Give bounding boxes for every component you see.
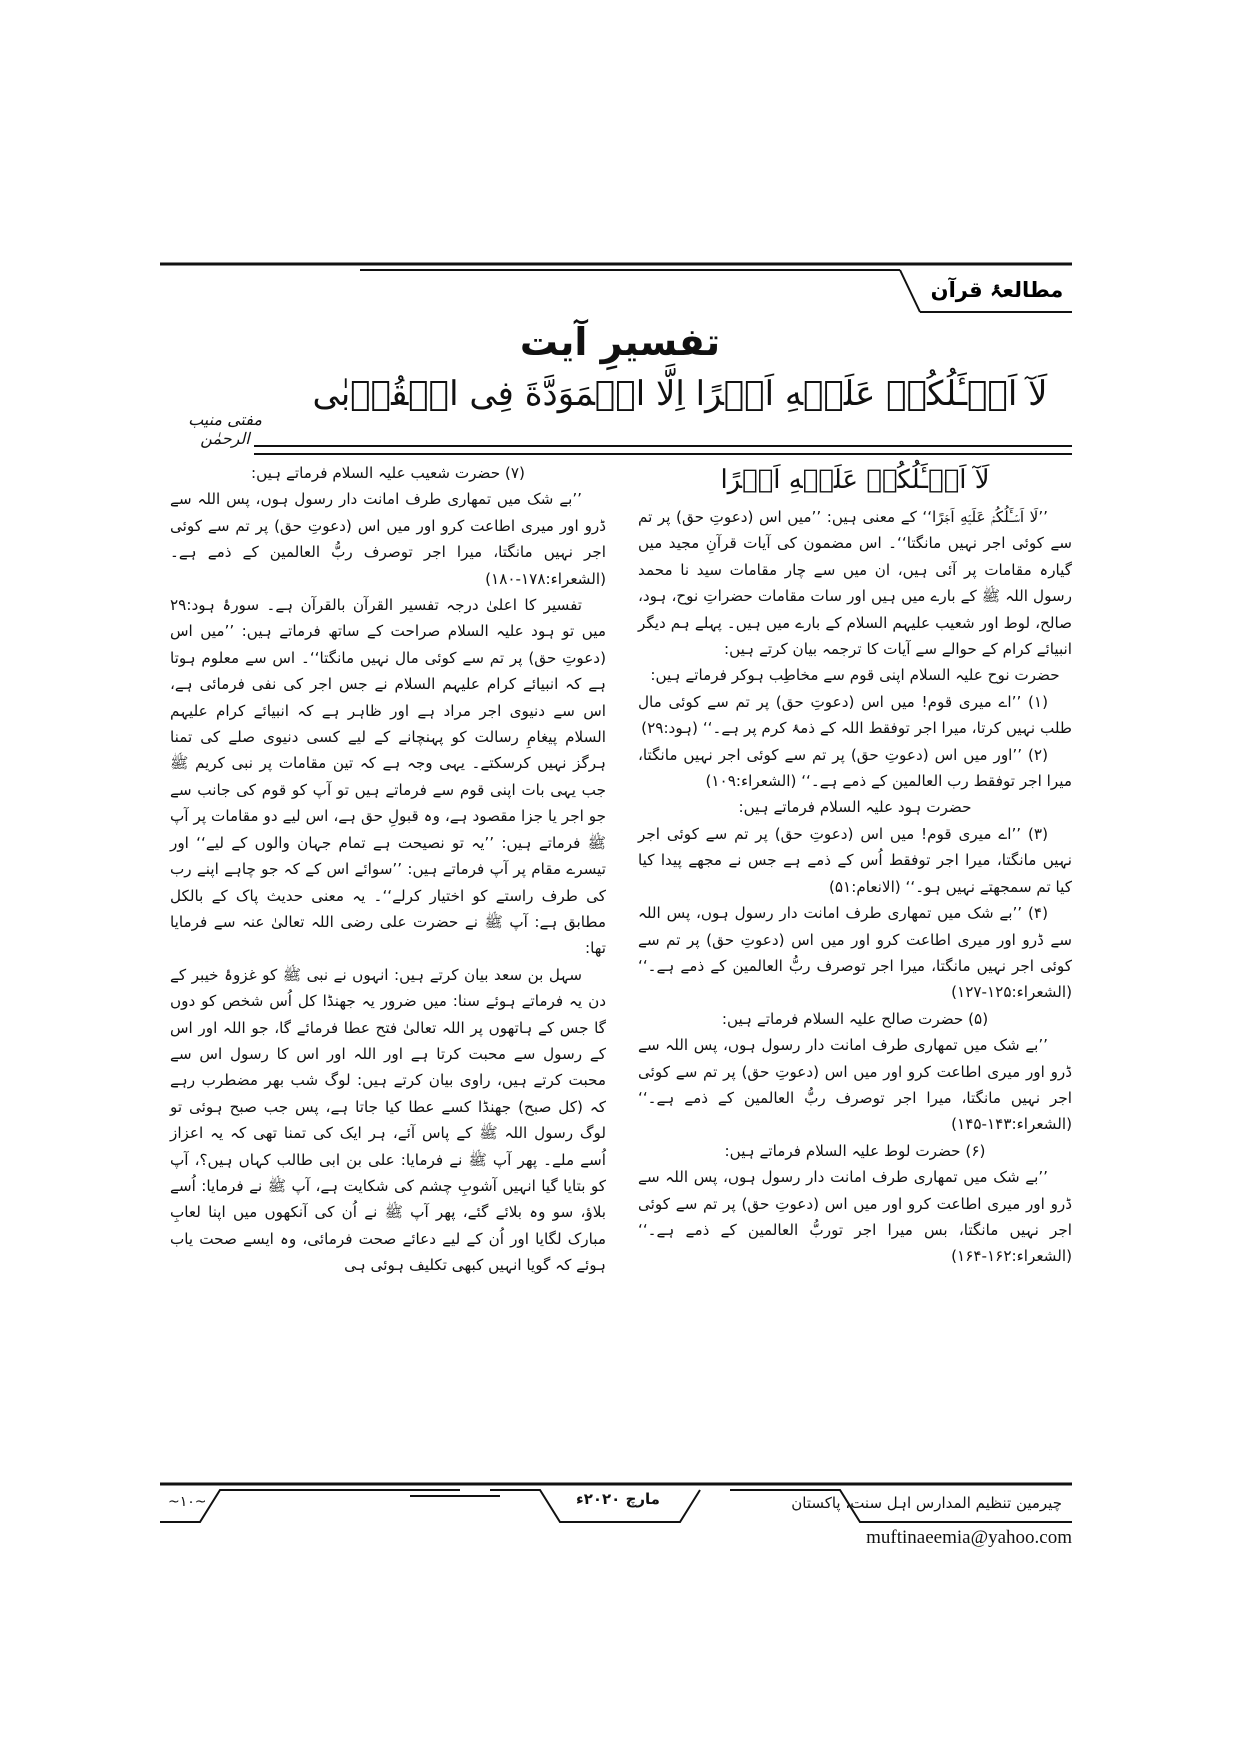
author-affiliation: چیرمین تنظیم المدارس اہل سنت، پاکستان: [791, 1494, 1062, 1512]
paragraph: ’’بے شک میں تمھاری طرف امانت دار رسول ہوں، پس اللہ سے ڈرو اور میری اطاعت کرو اور میں اس (دعوتِ حق) پر تم سے کوئی اجر نہیں مانگتا، میرا اجر توصرف ربُّ العالمین کے ذمے ہے۔ (الشعراء:۱۷۸-۱۸۰): [170, 490, 606, 588]
paragraph-heading: حضرت ہود علیہ السلام فرماتے ہیں:: [738, 798, 972, 817]
column-subheading: لَآ اَسۡـَٔلُكُمۡ عَلَيۡهِ اَجۡرًا: [720, 465, 990, 495]
author-email: muftinaeemia@yahoo.com: [866, 1527, 1072, 1548]
section-label: مطالعۂ قرآن: [930, 278, 1064, 302]
author-name: مفتی منیب الرحمٰن: [188, 410, 262, 448]
page-footer: [160, 1482, 1072, 1526]
paragraph: ’’بے شک میں تمھاری طرف امانت دار رسول ہوں، پس اللہ سے ڈرو اور میری اطاعت کرو اور میں اس (دعوتِ حق) پر تم سے کوئی اجر نہیں مانگتا، میرا اجر توصرف ربُّ العالمین کے ذمے ہے۔‘‘ (الشعراء:۱۴۳-۱۴۵): [638, 1036, 1072, 1134]
paragraph: (۱) ’’اے میری قوم! میں اس (دعوتِ حق) پر تم سے کوئی مال طلب نہیں کرتا، میرا اجر توفقط اللہ کے ذمۂ کرم پر ہے۔‘‘ (ہود:۲۹): [638, 692, 1072, 738]
article-column-right: [638, 460, 1072, 1270]
paragraph: ’’بے شک میں تمھاری طرف امانت دار رسول ہوں، پس اللہ سے ڈرو اور میری اطاعت کرو اور میں اس (دعوتِ حق) پر تم سے کوئی اجر نہیں مانگتا، بس میرا اجر توربُّ العالمین کے ذمے ہے۔‘‘ (الشعراء:۱۶۲-۱۶۴): [638, 1168, 1072, 1266]
paragraph: تفسیر کا اعلیٰ درجہ تفسیر القرآن بالقرآن ہے۔ سورۂ ہود:۲۹ میں تو ہود علیہ السلام صراحت کے ساتھ فرماتے ہیں: ’’میں اس (دعوتِ حق) پر تم سے کوئی مال نہیں مانگتا‘‘۔ اس سے معلوم ہوتا ہے کہ انبیائے کرام علیہم السلام نے جس اجر کی نفی فرمائی ہے، اس سے دنیوی اجر مراد ہے اور ظاہر ہے کہ انبیائے کرام علیہم السلام پیغامِ رسالت کو پہنچانے کے لیے کسی دنیوی صلے کی تمنا ہرگز نہیں کرسکتے۔ یہی وجہ ہے کہ تین مقامات پر نبی کریم ﷺ جب یہی بات اپنی قوم سے فرماتے ہیں تو آپ کو قوم کی جانب سے جو اجر یا جزا مقصود ہے، وہ قبولِ حق ہے، اس لیے دو مقامات پر آپ ﷺ فرماتے ہیں: ’’یہ تو نصیحت ہے تمام جہان والوں کے لیے‘‘ اور تیسرے مقام پر آپ فرماتے ہیں: ’’سوائے اس کے کہ جو چاہے اپنے رب کی طرف راستے کو اختیار کرلے‘‘۔ یہ معنی حدیث پاک کے بالکل مطابق ہے: آپ ﷺ نے حضرت علی رضی اللہ تعالیٰ عنہ سے فرمایا تھا:: [170, 596, 606, 958]
paragraph: (۴) ’’بے شک میں تمھاری طرف امانت دار رسول ہوں، پس اللہ سے ڈرو اور میری اطاعت کرو اور میں اس (دعوتِ حق) پر تم سے کوئی اجر نہیں مانگتا، میرا اجر توصرف ربُّ العالمین کے ذمے ہے۔‘‘ (الشعراء:۱۲۵-۱۲۷): [638, 904, 1072, 1002]
paragraph: (۳) ’’اے میری قوم! میں اس (دعوتِ حق) پر تم سے کوئی اجر نہیں مانگتا، میرا اجر توفقط اُس کے ذمے ہے جس نے مجھے پیدا کیا کیا تم سمجھتے نہیں ہو۔‘‘ (الانعام:۵۱): [638, 824, 1072, 896]
title-divider: [254, 445, 1072, 455]
verse-title: لَآ اَسۡـَٔلُكُمۡ عَلَيۡهِ اَجۡرًا اِلَّا الۡمَوَدَّةَ فِى الۡقُرۡبٰى: [312, 374, 1048, 414]
issue-date: مارچ ۲۰۲۰ء: [576, 1490, 660, 1508]
paragraph-heading: (۵) حضرت صالح علیہ السلام فرماتے ہیں:: [721, 1009, 989, 1028]
paragraph-heading: حضرت نوح علیہ السلام اپنی قوم سے مخاطِب ہوکر فرماتے ہیں:: [650, 666, 1060, 685]
section-header: [160, 262, 1072, 322]
paragraph-heading: (۶) حضرت لوط علیہ السلام فرماتے ہیں:: [724, 1141, 986, 1160]
paragraph: ’’لَا اَسۡـَٔلُكُمۡ عَلَيۡهِ اَجۡرًا‘‘ کے معنی ہیں: ’’میں اس (دعوتِ حق) پر تم سے کوئی اجر نہیں مانگتا‘‘۔ اس مضمون کی آیات قرآنِ مجید میں گیارہ مقامات پر آئی ہیں، ان میں سے چار مقامات سید نا محمد رسول اللہ ﷺ کے بارے میں ہیں اور سات مقامات حضراتِ نوح، ہود، صالح، لوط اور شعیب علیہم السلام کے بارے میں ہیں۔ پہلے ہم دیگر انبیائے کرام کے حوالے سے آیات کا ترجمہ بیان کرتے ہیں:: [638, 508, 1072, 659]
paragraph: سہل بن سعد بیان کرتے ہیں: انہوں نے نبی ﷺ کو غزوۂ خیبر کے دن یہ فرماتے ہوئے سنا: میں ضرور یہ جھنڈا کل اُس شخص کو دوں گا جس کے ہاتھوں پر اللہ تعالیٰ فتح عطا فرمائے گا، جو اللہ اور اس کے رسول سے محبت کرتا ہے اور اللہ اور اس کا رسول اس سے محبت کرتے ہیں، راوی بیان کرتے ہیں: لوگ شب بھر مضطرب رہے کہ (کل صبح) جھنڈا کسے عطا کیا جاتا ہے، پس جب صبح ہوئی تو لوگ رسول اللہ ﷺ کے پاس آئے، ہر ایک کی تمنا تھی کہ یہ اعزاز اُسے ملے۔ پھر آپ ﷺ نے فرمایا: علی بن ابی طالب کہاں ہیں؟، آپ کو بتایا گیا انہیں آشوبِ چشم کی شکایت ہے، آپ ﷺ نے فرمایا: اُسے بلاؤ، سو وہ بلائے گئے، پھر آپ ﷺ نے اُن کی آنکھوں میں اپنا لعابِ مبارک لگایا اور اُن کے لیے دعائے صحت فرمائی، وہ ایسے صحت یاب ہوئے کہ گویا انہیں کبھی تکلیف ہوئی ہی: [170, 965, 606, 1275]
page-title: تفسیرِ آیت: [519, 320, 721, 364]
paragraph: (۲) ’’اور میں اس (دعوتِ حق) پر تم سے کوئی اجر نہیں مانگتا، میرا اجر توفقط رب العالمین کے ذمے ہے۔‘‘ (الشعراء:۱۰۹): [638, 745, 1072, 791]
article-column-left: [170, 460, 606, 1279]
page-number: ~۱۰~: [168, 1494, 207, 1510]
paragraph-heading: (۷) حضرت شعیب علیہ السلام فرماتے ہیں:: [251, 464, 525, 482]
